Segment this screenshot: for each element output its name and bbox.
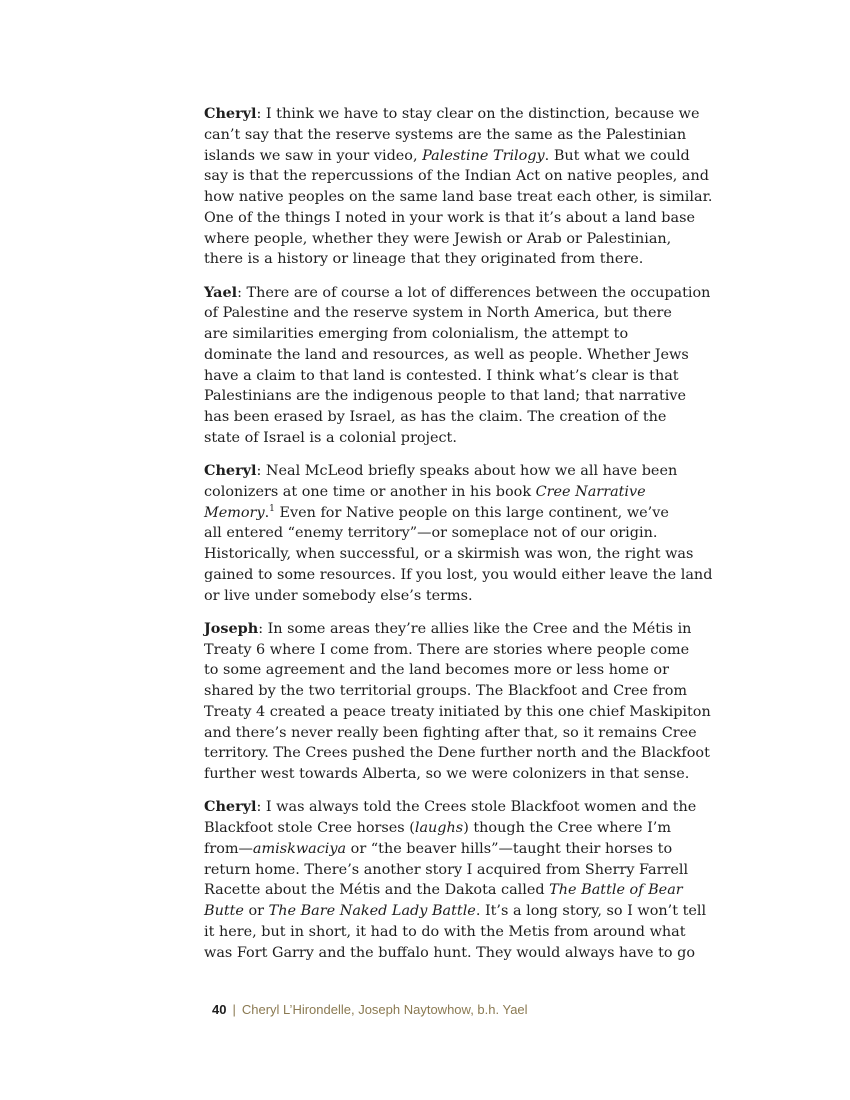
text-segment: return home. There’s another story I acquired from Sherry Farrell [204,861,689,878]
text-line [204,764,690,785]
text-segment: Treaty 6 where I come from. There are stories where people come [204,641,690,658]
text-segment: where people, whether they were Jewish or Arab or Palestinian, [204,230,672,247]
text-line [204,640,690,661]
text-line [204,428,684,449]
text-segment: of Palestine and the reserve system in North America, but there [204,305,672,322]
text-segment: ) though the Cree where I’m [463,820,672,836]
text-segment: . [264,504,270,521]
text-segment: . But what we could [544,147,690,164]
italic-title: The Battle of Bear [549,882,683,899]
text-segment: are similarities emerging from colonialism, the attempt to [204,326,629,342]
text-segment: or “the beaver hills”—taught their horses to [346,840,673,857]
text-segment: . It’s a long story, so I won’t tell [475,903,707,919]
text-line [204,407,684,428]
transcript-paragraph [204,619,711,785]
transcript-paragraph [204,104,713,270]
text-segment: : In some areas they’re allies like the Cree and the Métis in [258,620,692,637]
interview-transcript [204,104,713,976]
text-segment: state of Israel is a colonial project. [204,429,457,446]
text-line [204,565,713,586]
text-segment: or [243,903,269,919]
text-segment: Historically, when successful, or a skirmish was won, the right was [204,546,694,562]
text-line [204,386,687,407]
text-segment: there is a history or lineage that they originated from there. [204,251,644,268]
italic-title: amiskwaciya [252,840,347,857]
text-line [204,860,689,881]
text-line [204,660,684,681]
text-line [204,166,709,187]
italic-title: The Bare Naked Lady Battle [268,903,476,919]
text-line [204,249,684,270]
text-line [204,366,684,387]
text-segment: from— [204,840,253,857]
text-segment: colonizers at one time or another in his book [204,483,536,500]
italic-title: laughs [414,820,464,836]
text-line [204,324,684,345]
text-segment: : I think we have to stay clear on the distinction, because we [256,106,700,122]
text-line [204,345,689,366]
page-number: 40 [212,1002,227,1017]
transcript-paragraph [204,797,707,963]
text-segment: can’t say that the reserve systems are the same as the Palestinian [204,126,687,143]
text-line [204,104,700,125]
text-segment: to some agreement and the land becomes more or less home or [204,662,669,679]
text-line [204,125,687,146]
text-segment: have a claim to that land is contested. I think what’s clear is that [204,367,679,384]
text-line [204,619,692,640]
text-segment: or live under somebody else’s terms. [204,587,473,604]
text-segment: how native peoples on the same land base treat each other, is similar. [204,189,713,205]
footer-separator: | [232,1002,236,1017]
text-segment: : Neal McLeod briefly speaks about how we all have been [256,463,678,479]
italic-title: Memory [204,504,265,521]
text-segment: shared by the two territorial groups. The Blackfoot and Cree from [204,683,688,699]
text-segment: One of the things I noted in your work is that it’s about a land base [204,209,695,226]
text-segment: it here, but in short, it had to do with the Metis from around what [204,923,686,940]
text-line [204,723,697,744]
speaker-name: Cheryl [204,798,257,816]
text-line [204,702,711,723]
text-line [204,544,694,565]
text-line [204,743,710,764]
text-segment: Racette about the Métis and the Dakota called [204,882,550,899]
page-footer [212,1002,528,1017]
text-line [204,208,695,229]
text-line [204,461,684,482]
text-line [204,482,684,503]
text-segment: Blackfoot stole Cree horses ( [204,820,415,836]
text-segment: Treaty 4 created a peace treaty initiated by this one chief Maskipiton [204,703,711,720]
text-segment: territory. The Crees pushed the Dene further north and the Blackfoot [204,745,710,762]
footer-authors: Cheryl L’Hirondelle, Joseph Naytowhow, b.h. Yael [241,1002,528,1017]
transcript-paragraph [204,283,711,449]
text-segment: dominate the land and resources, as well as people. Whether Jews [204,346,689,363]
text-line [204,943,695,964]
text-line [204,146,690,167]
text-segment: : There are of course a lot of differences between the occupation [237,284,711,301]
text-line [204,283,711,304]
footnote-reference: 1 [269,503,275,514]
speaker-name: Cheryl [204,105,257,122]
speaker-name: Joseph [204,619,259,637]
italic-title: Cree Narrative [535,483,646,500]
speaker-name: Yael [204,283,238,301]
text-segment: was Fort Garry and the buffalo hunt. They would always have to go [204,944,695,961]
text-segment: Palestinians are the indigenous people to that land; that narrative [204,388,687,405]
speaker-name: Cheryl [204,462,257,479]
italic-title: Palestine Trilogy [422,147,545,164]
text-segment: Even for Native people on this large continent, we’ve [274,504,669,521]
text-segment: has been erased by Israel, as has the claim. The creation of the [204,409,667,425]
text-line [204,818,684,839]
text-line [204,901,707,922]
text-segment: gained to some resources. If you lost, you would either leave the land [204,566,713,583]
text-line [204,839,684,860]
text-line [204,229,684,250]
text-segment: and there’s never really been fighting after that, so it remains Cree [204,724,697,741]
text-line [204,303,684,324]
text-line [204,523,684,544]
text-line [204,503,684,524]
text-line [204,187,713,208]
text-segment: further west towards Alberta, so we were colonizers in that sense. [204,766,690,782]
text-segment: say is that the repercussions of the Indian Act on native peoples, and [204,168,709,185]
text-segment: all entered “enemy territory”—or someplace not of our origin. [204,525,658,542]
text-line [204,922,686,943]
text-line [204,586,684,607]
text-line [204,681,688,702]
text-line [204,797,697,818]
text-line [204,880,684,901]
text-segment: : I was always told the Crees stole Blackfoot women and the [256,799,697,816]
italic-title: Butte [204,903,244,919]
text-segment: islands we saw in your video, [204,147,423,164]
transcript-paragraph [204,461,713,606]
